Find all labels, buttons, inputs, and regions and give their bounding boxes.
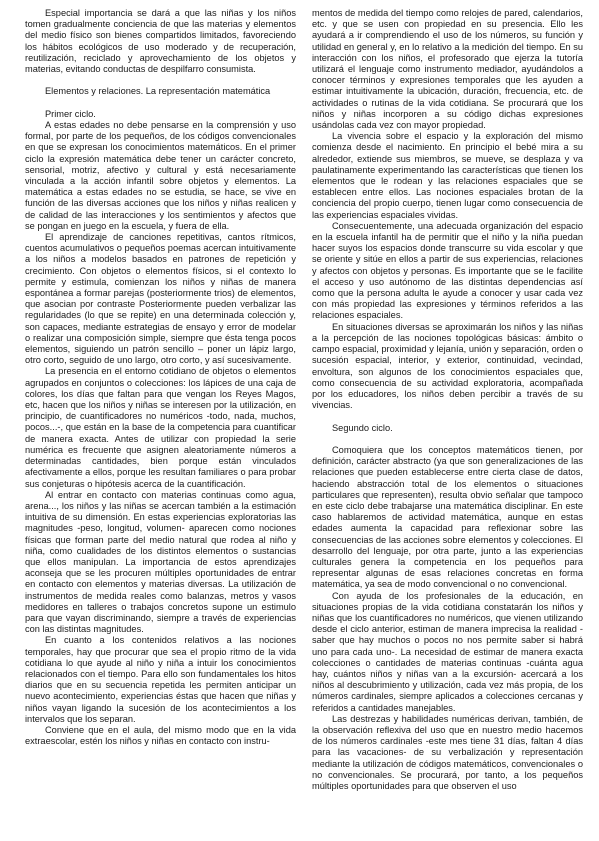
body-paragraph: La vivencia sobre el espacio y la exploración del mismo comienza desde el nacimiento. En principio el bebé mira a su alrededor, extiende sus miembros, se mueve, se desplaza y va paulatinamente experimentando las características que tienen los elementos que le rodean y las relaciones espaciales que se establecen entre ellos. Las nociones espaciales brotan de la conciencia del propio cuerpo, tienen lugar como consecuencia de las experiencias espaciales vividas.: [312, 131, 583, 220]
body-paragraph: Al entrar en contacto con materias continuas como agua, arena..., los niños y las niñas se acercan también a la estimación intuitiva de su dimensión. En estas experiencias exploratorias las magnitudes -peso, longitud, volumen- aparecen como nociones físicas que forman parte del medio natural que rodea al niño y niña, como cualidades de los distintos elementos o sustancias que ellos manipulan. La importancia de estos aprendizajes aconseja que se les procuren múltiples oportunidades de entrar en contacto con elementos y materias diversas. La utilización de instrumentos de medida reales como balanzas, metros y vasos medidores en talleres o trabajos concretos supone un estimulo para que vayan discriminando, siempre a través de experiencias con las distintas magnitudes.: [25, 489, 296, 635]
body-paragraph: Consecuentemente, una adecuada organización del espacio en la escuela infantil ha de permitir que el niño y la niña puedan hacer suyos los espacios donde transcurre su vida escolar y que se oriente y sitúe en ellos a partir de sus experiencias, relaciones y afectos con objetos y personas. Es importante que se le facilite el acceso y uso autónomo de las distintas dependencias así como que la persona adulta le ayude a conocer y usar cada vez con más propiedad las expresiones y términos referidos a las relaciones espaciales.: [312, 220, 583, 321]
section-heading: Primer ciclo.: [45, 108, 96, 119]
right-text-column: [312, 8, 583, 792]
section-heading: Segundo ciclo.: [332, 422, 393, 433]
body-paragraph: En cuanto a los contenidos relativos a las nociones temporales, hay que procurar que sea el propio ritmo de la vida cotidiana lo que ayude al niño y niña a intuir los conocimientos relacionados con el tiempo. Para ello son fundamentales los hitos diarios que en su secuencia repetida les permiten anticipar un nuevo acontecimiento, experiencias éstas que hacen que niñas y niños vayan ligando la sucesión de los acontecimientos a los intervalos que los separan.: [25, 635, 296, 724]
left-text-column: [25, 8, 296, 747]
body-paragraph: La presencia en el entorno cotidiano de objetos o elementos agrupados en conjuntos o colecciones: los lápices de una caja de colores, los días que faltan para que vengan los Reyes Magos, etc, hacen que los niños y niñas se interesen por la utilización, en principio, de cuantificadores no numéricos -todo, nada, muchos, pocos...-, que están en la base de la competencia para cuantificar de manera exacta. Antes de utilizar con propiedad la serie numérica es frecuente que asignen aleatoriamente números a determinadas cantidades, bien porque están vinculados afectivamente a ellos, porque les resultan familiares o para probar sus conjeturas o hipótesis acerca de la cuantificación.: [25, 366, 296, 489]
body-paragraph: Comoquiera que los conceptos matemáticos tienen, por definición, carácter abstracto (ya que son generalizaciones de las relaciones que pueden establecerse entre cierta clase de datos, haciendo abstracción total de los elementos o situaciones particulares que representen), resulta obvio señalar que tampoco en este ciclo debe trabajarse una matemática disciplinar. En este caso hablaremos de actividad matemática, aunque en estas edades aumenta la capacidad para reflexionar sobre las consecuencias de las acciones sobre elementos y colecciones. El desarrollo del lenguaje, por otra parte, junto a las experiencias culturales genera la competencia en los pequeños para representar algunas de esas relaciones concretas en forma matemática, ya sea de modo convencional o no convencional.: [312, 444, 583, 590]
body-paragraph: A estas edades no debe pensarse en la comprensión y uso formal, por parte de los pequeños, de los códigos convencionales en que se expresan los conocimientos matemáticos. En el primer ciclo la expresión matemática debe tener un carácter concreto, sensorial, motriz, afectivo y cultural y está necesariamente vinculada a la acción infantil sobre objetos y elementos. La matemática a estas edades no se estudia, se hace, se vive en función de las diversas acciones que los niños y niñas realicen y de calidad de las interacciones y los sentimientos y afectos que se pongan en juego en la escuela, y fuera de ella.: [25, 120, 296, 231]
body-paragraph: Especial importancia se dará a que las niñas y los niños tomen gradualmente conciencia de que las materias y elementos del medio físico son bienes compartidos limitados, favoreciendo los hábitos ecológicos de uso moderado y de recuperación, reutilización, reciclado y aprovechamiento de los objetos y materias, evitando conductas de despilfarro consumista.: [25, 8, 296, 75]
body-paragraph: Las destrezas y habilidades numéricas derivan, también, de la observación reflexiva del uso que en nuestro medio hacemos de los números cardinales -este mes tiene 31 días, faltan 4 días para las vacaciones- de su verbalización y representación mediante la utilización de códigos matemáticos, convencionales o no convencionales. Se procurará, por tanto, a los pequeños múltiples oportunidades para que observen el uso: [312, 713, 583, 791]
body-paragraph: Con ayuda de los profesionales de la educación, en situaciones propias de la vida cotidiana constatarán los niños y niñas que los cuantificadores no numéricos, que vienen utilizando desde el ciclo anterior, estiman de manera imprecisa la realidad -saber que hay muchos o pocos no nos permite saber si habrá uno para cada uno-. La necesidad de estimar de manera exacta colecciones o cantidades de materias continuas -cuánta agua hay, cuántos niños y niñas van a la excursión- acercará a los niños al descubrimiento y utilización, cada vez más propia, de los números cardinales, siempre aplicados a colecciones cercanas y referidos a cantidades manejables.: [312, 590, 583, 713]
body-paragraph: En situaciones diversas se aproximarán los niños y las niñas a la percepción de las nociones topológicas básicas: ámbito o campo espacial, proximidad y lejanía, unión y separación, orden o sucesión espacial, interior, y exterior, continuidad, vecindad, envoltura, son algunos de los conocimientos espaciales que, como consecuencia de su actividad exploratoria, acompañada por los educadores, los niños deben percibir a través de su vivencias.: [312, 321, 583, 411]
body-paragraph: mentos de medida del tiempo como relojes de pared, calendarios, etc. y que se usen con propiedad en su presencia. Ello les ayudará a ir comprendiendo el uso de los números, su función y utilidad en general y, en lo relativo a la medición del tiempo. En su interacción con los niños, el profesorado que ejerza la tutoría utilizará el lenguaje como instrumento mediador, ayudándolos a conocer términos y expresiones temporales que les ayuden a estimar intuitivamente la ubicación, duración, frecuencia, etc. de actividades o rutinas de la vida cotidiana. Se procurará que los niños y niñas incorporen a su código dichas expresiones usándolas cada vez con mayor propiedad.: [312, 8, 583, 131]
body-paragraph: El aprendizaje de canciones repetitivas, cantos rítmicos, cuentos acumulativos o pequeños poemas acercan intuitivamente a los niños a modelos basados en patrones de repetición y crecimiento. Con objetos o elementos físicos, si el contexto lo permite y estimula, comienzan los niños y niñas de manera espontánea a formar parejas (posteriormente trios) de elementos, que asocian por contraste Posteriormente pueden verbalizar las regularidades (lo que se repite) en una determinada colección y, son capaces, mediante estrategias de ensayo y error de modelar o realizar una composición simple, siempre que ésta tenga pocos elementos, siguiendo un patrón sencillo – poner un lápiz largo, otro corto, seguido de uno largo, otro corto, y así sucesivamente.: [25, 232, 296, 366]
section-heading: Elementos y relaciones. La representación matemática: [45, 86, 271, 97]
body-paragraph: Conviene que en el aula, del mismo modo que en la vida extraescolar, estén los niños y niñas en contacto con instru-: [25, 724, 296, 747]
